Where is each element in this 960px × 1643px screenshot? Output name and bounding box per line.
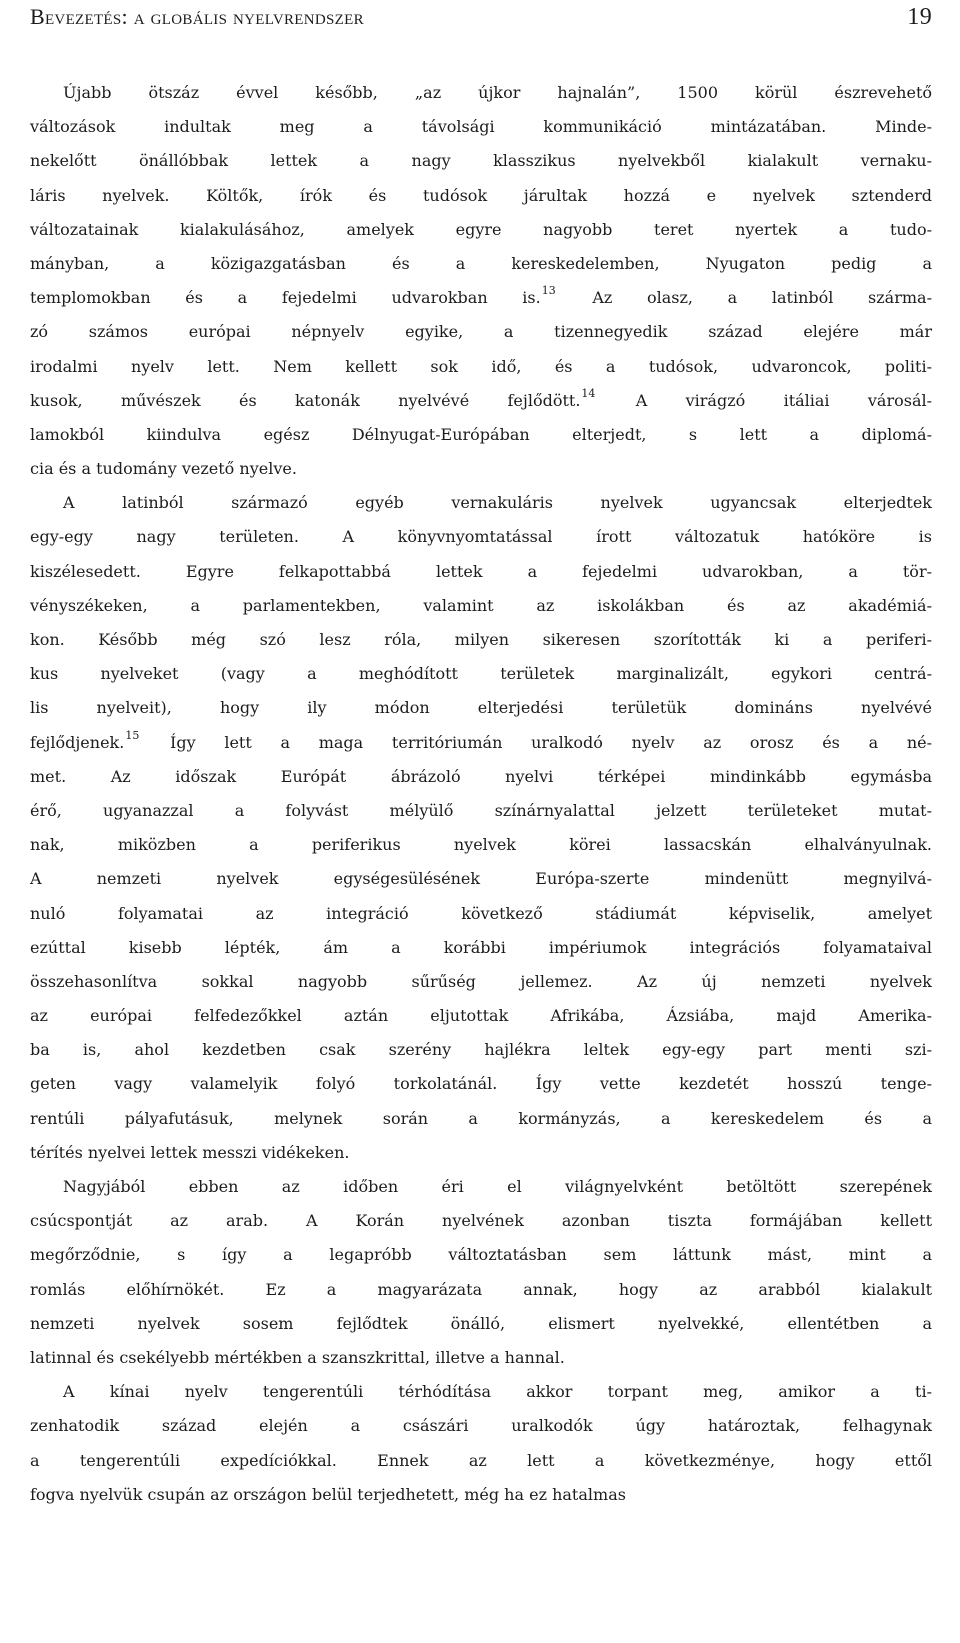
- text-line: [30, 596, 932, 630]
- text-segment: csúcspontját az arab. A Korán nyelvének azonban tiszta formájában kellett: [30, 1211, 932, 1231]
- text-line: [30, 284, 932, 322]
- page-number: 19: [907, 4, 932, 30]
- text-segment: fejlődjenek.: [30, 732, 125, 752]
- text-segment: romlás előhírnökét. Ez a magyarázata annak, hogy az arabból kialakult: [30, 1279, 932, 1299]
- text-segment: nemzeti nyelvek sosem fejlődtek önálló, elismert nyelvekké, ellentétben a: [30, 1313, 932, 1333]
- text-segment: rentúli pályafutásuk, melynek során a kormányzás, a kereskedelem és a: [30, 1108, 932, 1128]
- text-line: [30, 904, 932, 938]
- running-header: [30, 0, 932, 40]
- text-segment: Az olasz, a latinból szárma-: [557, 288, 932, 308]
- text-segment: megőrződnie, s így a legapróbb változtatásban sem láttunk mást, mint a: [30, 1245, 932, 1265]
- text-line: [30, 938, 932, 972]
- paragraph: [30, 1177, 932, 1382]
- text-segment: A latinból származó egyéb vernakuláris nyelvek ugyancsak elterjedtek: [63, 493, 932, 513]
- text-line: [30, 1040, 932, 1074]
- text-line: [30, 322, 932, 356]
- text-line: [30, 630, 932, 664]
- text-segment: nuló folyamatai az integráció következő stádiumát képviselik, amelyet: [30, 903, 932, 923]
- text-segment: geten vagy valamelyik folyó torkolatánál. Így vette kezdetét hosszú tenge-: [30, 1074, 932, 1094]
- text-line: [30, 254, 932, 288]
- footnote-marker[interactable]: 13: [541, 284, 556, 298]
- running-title: Bevezetés: a globális nyelvrendszer: [30, 4, 364, 29]
- text-line: [30, 1382, 932, 1416]
- text-segment: összehasonlítva sokkal nagyobb sűrűség jellemez. Az új nemzeti nyelvek: [30, 971, 932, 991]
- text-segment: láris nyelvek. Költők, írók és tudósok járultak hozzá e nyelvek sztenderd: [30, 185, 932, 205]
- body-text: [30, 83, 932, 1519]
- text-line: [30, 1211, 932, 1245]
- text-line: [30, 972, 932, 1006]
- text-line: [30, 459, 932, 493]
- text-segment: változások indultak meg a távolsági kommunikáció mintázatában. Minde-: [30, 117, 932, 137]
- text-line: [30, 83, 932, 117]
- text-line: [30, 835, 932, 869]
- text-line: [30, 1280, 932, 1314]
- text-line: [30, 1314, 932, 1348]
- text-segment: kiszélesedett. Egyre felkapottabbá lettek a fejedelmi udvarokban, a tör-: [30, 561, 932, 581]
- text-segment: met. Az időszak Európát ábrázoló nyelvi térképei mindinkább egymásba: [30, 766, 932, 786]
- text-segment: latinnal és csekélyebb mértékben a szanszkrittal, illetve a hannal.: [30, 1347, 565, 1367]
- text-line: [30, 1177, 932, 1211]
- text-line: [30, 698, 932, 732]
- text-segment: templomokban és a fejedelmi udvarokban is.: [30, 288, 541, 308]
- text-segment: nak, miközben a periferikus nyelvek körei lassacskán elhalványulnak.: [30, 835, 932, 855]
- text-line: [30, 527, 932, 561]
- paragraph: [30, 83, 932, 493]
- text-segment: lis nyelveit), hogy ily módon elterjedési területük domináns nyelvévé: [30, 698, 932, 718]
- text-segment: zenhatodik század elején a császári uralkodók úgy határoztak, felhagynak: [30, 1416, 932, 1436]
- text-segment: fogva nyelvük csupán az országon belül terjedhetett, még ha ez hatalmas: [30, 1484, 626, 1504]
- text-line: [30, 1245, 932, 1279]
- text-segment: ba is, ahol kezdetben csak szerény hajlékra leltek egy-egy part menti szi-: [30, 1040, 932, 1060]
- text-segment: ezúttal kisebb lépték, ám a korábbi impériumok integrációs folyamataival: [30, 937, 932, 957]
- book-page: [30, 0, 932, 1504]
- text-segment: Így lett a maga territóriumán uralkodó nyelv az orosz és a né-: [141, 732, 932, 752]
- text-segment: változatainak kialakulásához, amelyek egyre nagyobb teret nyertek a tudo-: [30, 219, 932, 239]
- footnote-marker[interactable]: 15: [125, 728, 140, 742]
- text-line: [30, 493, 932, 527]
- text-segment: vényszékeken, a parlamentekben, valamint az iskolákban és az akadémiá-: [30, 595, 932, 615]
- text-segment: nekelőtt önállóbbak lettek a nagy klasszikus nyelvekből kialakult vernaku-: [30, 151, 932, 171]
- text-segment: A virágzó itáliai városál-: [597, 390, 932, 410]
- text-segment: érő, ugyanazzal a folyvást mélyülő színárnyalattal jelzett területeket mutat-: [30, 800, 932, 820]
- text-line: [30, 664, 932, 698]
- text-segment: lamokból kiindulva egész Délnyugat-Európában elterjedt, s lett a diplomá-: [30, 424, 932, 444]
- text-line: [30, 220, 932, 254]
- text-line: [30, 357, 932, 391]
- footnote-marker[interactable]: 14: [581, 386, 596, 400]
- text-segment: cia és a tudomány vezető nyelve.: [30, 459, 297, 479]
- text-segment: zó számos európai népnyelv egyike, a tizennegyedik század elejére már: [30, 322, 932, 342]
- text-line: [30, 767, 932, 801]
- text-line: [30, 151, 932, 185]
- text-segment: mányban, a közigazgatásban és a kereskedelemben, Nyugaton pedig a: [30, 253, 932, 273]
- text-segment: Újabb ötszáz évvel később, „az újkor hajnalán”, 1500 körül észrevehető: [63, 83, 932, 102]
- text-segment: kon. Később még szó lesz róla, milyen sikeresen szorították ki a periferi-: [30, 630, 932, 649]
- text-segment: kusok, művészek és katonák nyelvévé fejlődött.: [30, 390, 581, 410]
- text-line: [30, 1485, 932, 1519]
- text-segment: kus nyelveket (vagy a meghódított területek marginalizált, egykori centrá-: [30, 664, 932, 684]
- text-line: [30, 869, 932, 903]
- text-segment: a tengerentúli expedíciókkal. Ennek az lett a következménye, hogy ettől: [30, 1450, 932, 1470]
- text-line: [30, 728, 932, 767]
- text-line: [30, 1074, 932, 1108]
- text-line: [30, 117, 932, 151]
- text-line: [30, 1416, 932, 1450]
- text-segment: egy-egy nagy területen. A könyvnyomtatással írott változatuk hatóköre is: [30, 527, 932, 547]
- text-line: [30, 1143, 932, 1177]
- text-segment: az európai felfedezőkkel aztán eljutottak Afrikába, Ázsiába, majd Amerika-: [30, 1006, 932, 1026]
- text-line: [30, 186, 932, 220]
- text-segment: A nemzeti nyelvek egységesülésének Európa-szerte mindenütt megnyilvá-: [30, 869, 932, 889]
- text-line: [30, 1348, 932, 1382]
- text-line: [30, 1109, 932, 1143]
- text-segment: A kínai nyelv tengerentúli térhódítása akkor torpant meg, amikor a ti-: [63, 1382, 932, 1402]
- paragraph: [30, 1382, 932, 1519]
- text-segment: irodalmi nyelv lett. Nem kellett sok idő, és a tudósok, udvaroncok, politi-: [30, 356, 932, 376]
- text-segment: térítés nyelvei lettek messzi vidékeken.: [30, 1142, 350, 1162]
- paragraph: [30, 493, 932, 1177]
- text-line: [30, 386, 932, 425]
- text-line: [30, 562, 932, 596]
- text-line: [30, 1451, 932, 1485]
- text-segment: Nagyjából ebben az időben éri el világnyelvként betöltött szerepének: [63, 1177, 932, 1196]
- text-line: [30, 1006, 932, 1040]
- text-line: [30, 425, 932, 459]
- text-line: [30, 801, 932, 835]
